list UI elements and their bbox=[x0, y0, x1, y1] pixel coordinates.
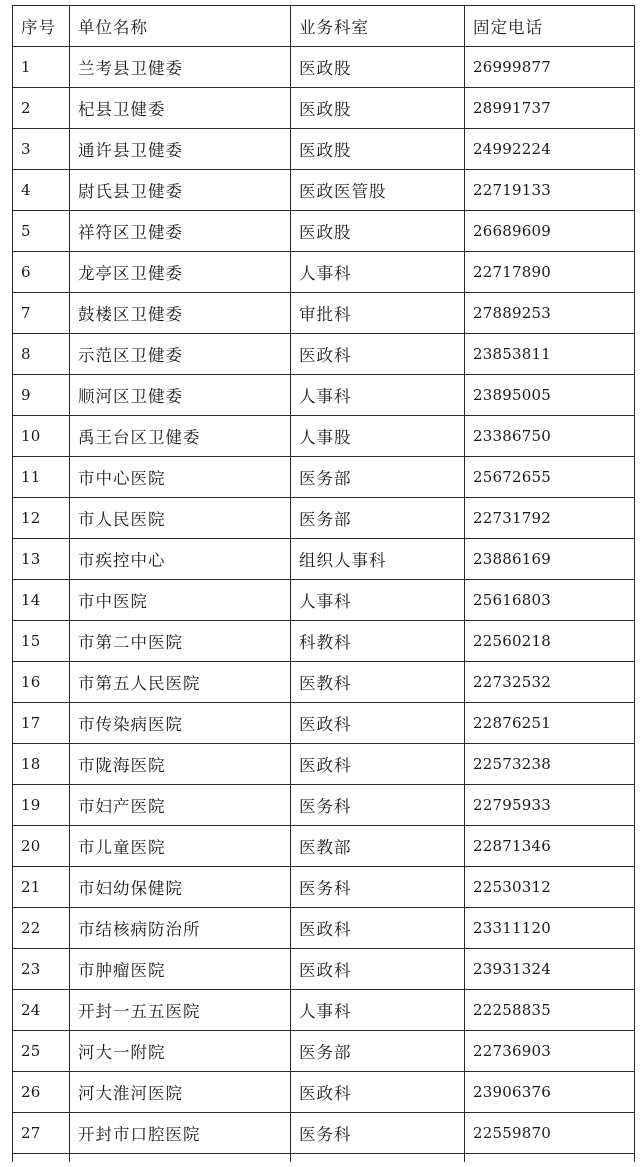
cell-phone: 22559870 bbox=[465, 1113, 635, 1154]
cell-phone: 22573238 bbox=[465, 744, 635, 785]
cell-serial-number: 17 bbox=[13, 703, 70, 744]
cell-department: 医政股 bbox=[291, 211, 465, 252]
table-row bbox=[13, 47, 635, 88]
contact-table-sheet bbox=[12, 5, 634, 1162]
table-row bbox=[13, 580, 635, 621]
cell-department: 医教科 bbox=[291, 662, 465, 703]
cell-phone: 25672655 bbox=[465, 457, 635, 498]
table-body bbox=[13, 47, 635, 1163]
cell-serial-number: 22 bbox=[13, 908, 70, 949]
table-row bbox=[13, 744, 635, 785]
empty-cell bbox=[465, 1154, 635, 1163]
empty-cell bbox=[13, 1154, 70, 1163]
cell-department: 科教科 bbox=[291, 621, 465, 662]
header-department: 业务科室 bbox=[291, 6, 465, 47]
table-row bbox=[13, 416, 635, 457]
cell-phone: 22530312 bbox=[465, 867, 635, 908]
cell-phone: 26689609 bbox=[465, 211, 635, 252]
cell-phone: 22876251 bbox=[465, 703, 635, 744]
cell-unit-name: 示范区卫健委 bbox=[70, 334, 291, 375]
table-row bbox=[13, 211, 635, 252]
cell-serial-number: 1 bbox=[13, 47, 70, 88]
cell-phone: 25616803 bbox=[465, 580, 635, 621]
cell-unit-name: 兰考县卫健委 bbox=[70, 47, 291, 88]
cell-serial-number: 27 bbox=[13, 1113, 70, 1154]
cell-unit-name: 顺河区卫健委 bbox=[70, 375, 291, 416]
cell-phone: 22795933 bbox=[465, 785, 635, 826]
cell-serial-number: 20 bbox=[13, 826, 70, 867]
table-row bbox=[13, 539, 635, 580]
cell-phone: 27889253 bbox=[465, 293, 635, 334]
cell-serial-number: 10 bbox=[13, 416, 70, 457]
cell-unit-name: 河大淮河医院 bbox=[70, 1072, 291, 1113]
table-row bbox=[13, 621, 635, 662]
cell-unit-name: 市陇海医院 bbox=[70, 744, 291, 785]
cell-serial-number: 12 bbox=[13, 498, 70, 539]
cell-department: 人事科 bbox=[291, 375, 465, 416]
cell-department: 医政股 bbox=[291, 47, 465, 88]
cell-phone: 22719133 bbox=[465, 170, 635, 211]
cell-department: 医务科 bbox=[291, 867, 465, 908]
table-row bbox=[13, 1031, 635, 1072]
cell-unit-name: 鼓楼区卫健委 bbox=[70, 293, 291, 334]
cell-unit-name: 市传染病医院 bbox=[70, 703, 291, 744]
table-row bbox=[13, 129, 635, 170]
cell-department: 医务科 bbox=[291, 785, 465, 826]
cell-phone: 22731792 bbox=[465, 498, 635, 539]
table-row bbox=[13, 990, 635, 1031]
cell-department: 医教部 bbox=[291, 826, 465, 867]
cell-phone: 22736903 bbox=[465, 1031, 635, 1072]
cell-serial-number: 6 bbox=[13, 252, 70, 293]
cell-serial-number: 3 bbox=[13, 129, 70, 170]
table-row bbox=[13, 949, 635, 990]
cell-unit-name: 开封一五五医院 bbox=[70, 990, 291, 1031]
cell-department: 医政科 bbox=[291, 334, 465, 375]
cell-department: 医政科 bbox=[291, 908, 465, 949]
cell-phone: 24992224 bbox=[465, 129, 635, 170]
table-row bbox=[13, 293, 635, 334]
cell-serial-number: 4 bbox=[13, 170, 70, 211]
table-row bbox=[13, 457, 635, 498]
table-row-cut-off bbox=[13, 1154, 635, 1163]
cell-department: 医政科 bbox=[291, 949, 465, 990]
table-row bbox=[13, 1072, 635, 1113]
header-unit-name: 单位名称 bbox=[70, 6, 291, 47]
cell-phone: 22258835 bbox=[465, 990, 635, 1031]
cell-phone: 23853811 bbox=[465, 334, 635, 375]
table-header-row bbox=[13, 6, 635, 47]
cell-department: 人事科 bbox=[291, 990, 465, 1031]
cell-serial-number: 15 bbox=[13, 621, 70, 662]
cell-serial-number: 8 bbox=[13, 334, 70, 375]
cell-unit-name: 市第二中医院 bbox=[70, 621, 291, 662]
cell-department: 医政科 bbox=[291, 1072, 465, 1113]
empty-cell bbox=[291, 1154, 465, 1163]
cell-serial-number: 11 bbox=[13, 457, 70, 498]
cell-department: 人事科 bbox=[291, 580, 465, 621]
cell-unit-name: 河大一附院 bbox=[70, 1031, 291, 1072]
cell-serial-number: 5 bbox=[13, 211, 70, 252]
cell-serial-number: 19 bbox=[13, 785, 70, 826]
cell-unit-name: 龙亭区卫健委 bbox=[70, 252, 291, 293]
cell-unit-name: 市肿瘤医院 bbox=[70, 949, 291, 990]
cell-serial-number: 21 bbox=[13, 867, 70, 908]
cell-serial-number: 18 bbox=[13, 744, 70, 785]
table-row bbox=[13, 908, 635, 949]
cell-unit-name: 通许县卫健委 bbox=[70, 129, 291, 170]
cell-department: 组织人事科 bbox=[291, 539, 465, 580]
header-phone: 固定电话 bbox=[465, 6, 635, 47]
cell-unit-name: 市疾控中心 bbox=[70, 539, 291, 580]
empty-cell bbox=[70, 1154, 291, 1163]
table-row bbox=[13, 826, 635, 867]
cell-unit-name: 禹王台区卫健委 bbox=[70, 416, 291, 457]
cell-phone: 26999877 bbox=[465, 47, 635, 88]
table-row bbox=[13, 785, 635, 826]
cell-department: 医务部 bbox=[291, 457, 465, 498]
cell-unit-name: 开封市口腔医院 bbox=[70, 1113, 291, 1154]
cell-serial-number: 23 bbox=[13, 949, 70, 990]
table-row bbox=[13, 662, 635, 703]
cell-phone: 23906376 bbox=[465, 1072, 635, 1113]
cell-phone: 23386750 bbox=[465, 416, 635, 457]
cell-unit-name: 尉氏县卫健委 bbox=[70, 170, 291, 211]
table-row bbox=[13, 170, 635, 211]
cell-unit-name: 市中医院 bbox=[70, 580, 291, 621]
cell-department: 医政科 bbox=[291, 703, 465, 744]
cell-serial-number: 25 bbox=[13, 1031, 70, 1072]
table-row bbox=[13, 1113, 635, 1154]
cell-serial-number: 2 bbox=[13, 88, 70, 129]
table-row bbox=[13, 252, 635, 293]
cell-unit-name: 市中心医院 bbox=[70, 457, 291, 498]
cell-department: 医政医管股 bbox=[291, 170, 465, 211]
cell-phone: 23895005 bbox=[465, 375, 635, 416]
cell-serial-number: 16 bbox=[13, 662, 70, 703]
cell-phone: 28991737 bbox=[465, 88, 635, 129]
cell-phone: 22560218 bbox=[465, 621, 635, 662]
cell-department: 医政股 bbox=[291, 129, 465, 170]
table-row bbox=[13, 867, 635, 908]
cell-department: 医政股 bbox=[291, 88, 465, 129]
cell-unit-name: 市妇幼保健院 bbox=[70, 867, 291, 908]
cell-serial-number: 14 bbox=[13, 580, 70, 621]
cell-unit-name: 市结核病防治所 bbox=[70, 908, 291, 949]
cell-unit-name: 杞县卫健委 bbox=[70, 88, 291, 129]
cell-serial-number: 9 bbox=[13, 375, 70, 416]
cell-phone: 22717890 bbox=[465, 252, 635, 293]
cell-phone: 22871346 bbox=[465, 826, 635, 867]
cell-serial-number: 13 bbox=[13, 539, 70, 580]
table-row bbox=[13, 88, 635, 129]
header-serial-number: 序号 bbox=[13, 6, 70, 47]
cell-unit-name: 市妇产医院 bbox=[70, 785, 291, 826]
cell-serial-number: 24 bbox=[13, 990, 70, 1031]
cell-department: 人事科 bbox=[291, 252, 465, 293]
cell-department: 医务科 bbox=[291, 1113, 465, 1154]
cell-unit-name: 市儿童医院 bbox=[70, 826, 291, 867]
cell-serial-number: 7 bbox=[13, 293, 70, 334]
table-row bbox=[13, 703, 635, 744]
table-row bbox=[13, 334, 635, 375]
table-row bbox=[13, 375, 635, 416]
cell-department: 医务部 bbox=[291, 1031, 465, 1072]
cell-unit-name: 市第五人民医院 bbox=[70, 662, 291, 703]
cell-serial-number: 26 bbox=[13, 1072, 70, 1113]
cell-phone: 23886169 bbox=[465, 539, 635, 580]
cell-department: 审批科 bbox=[291, 293, 465, 334]
cell-phone: 23931324 bbox=[465, 949, 635, 990]
cell-unit-name: 市人民医院 bbox=[70, 498, 291, 539]
cell-department: 医政科 bbox=[291, 744, 465, 785]
cell-unit-name: 祥符区卫健委 bbox=[70, 211, 291, 252]
cell-phone: 23311120 bbox=[465, 908, 635, 949]
cell-department: 医务部 bbox=[291, 498, 465, 539]
cell-department: 人事股 bbox=[291, 416, 465, 457]
table-row bbox=[13, 498, 635, 539]
contact-table bbox=[12, 5, 635, 1162]
cell-phone: 22732532 bbox=[465, 662, 635, 703]
